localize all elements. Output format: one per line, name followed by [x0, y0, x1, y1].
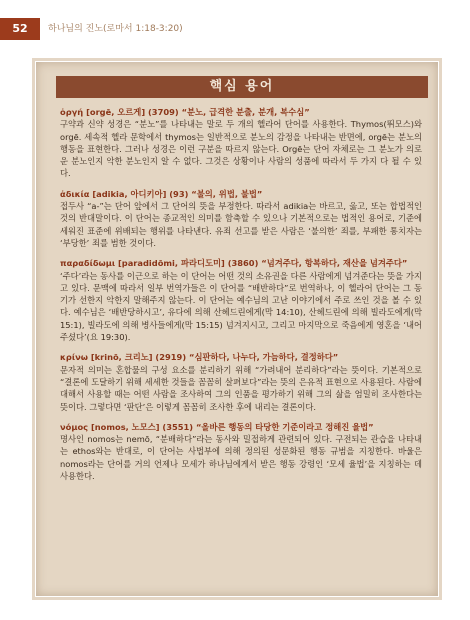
entry-body: 구약과 신약 성경은 “분노”를 나타내는 말로 두 개의 헬라어 단어를 사용한다. Thymos(뛰모스)와 orgē. 세속적 헬라 문학에서 thymos는 일반적으로 분노의 감정을 나타내는 반면에, orgē는 분노의 행동을 표현한다. 그러나 성경은 이런 구분을 따르지 않는다. Orgē는 단어 자체로는 그 분노가 의로운 분노인지 악한 분노인지 알 수 없다. 그것은 상황이나 사람의 성품에 따라서 두 가지 다 될 수 있다.: [60, 119, 422, 179]
entry-heading: ὀργή [orgē, 오르게] (3709) “분노, 급격한 분출, 분개, 복수심”: [60, 107, 310, 117]
entry-heading: παραδίδωμι [paradidōmi, 파라디도미] (3860) “넘겨주다, 항복하다, 재산을 넘겨주다”: [60, 258, 408, 269]
entry-heading: νόμος [nomos, 노모스] (3551) “올바른 행동의 타당한 기준이라고 정해진 율법”: [60, 421, 374, 432]
entry-body: 문자적 의미는 혼합물의 구성 요소를 분리하기 위해 “가려내어 분리하다”라는 뜻이다. 기본적으로 “결론에 도달하기 위해 세세한 것들을 꼼꼼히 살펴보다”라는 뜻의 은유적 표현으로 사용된다. 사람에 대해서 사용할 때는 어떤 사람을 조사하여 그의 인품을 평가하기 위해 그의 삶을 엄밀히 조사한다는 뜻이다. 그렇다면 ‘판단’은 이렇게 꼼꼼히 조사한 후에 내리는 결론이다.: [60, 364, 422, 412]
page-header: [0, 0, 470, 38]
entry-heading: ἀδικία [adikia, 아디키아] (93) “불의, 위법, 불법”: [60, 188, 263, 199]
glossary-entry: [60, 421, 422, 482]
glossary-entry: [60, 257, 422, 343]
glossary-entry: [60, 188, 422, 249]
page-number: 52: [0, 18, 40, 40]
running-title: 하나님의 진노(로마서 1:18-3:20): [48, 24, 183, 34]
section-banner: 핵심 용어: [56, 76, 428, 98]
glossary-content: [60, 106, 422, 490]
entry-body: 접두사 “a-”는 단어 앞에서 그 단어의 뜻을 부정한다. 따라서 adikia는 바르고, 옳고, 또는 합법적인 것의 반대말이다. 이 단어는 종교적인 의미를 함축할 수 있으나 기본적으로는 법적인 용어로, 기준에 세워진 표준에 위배되는 행위를 나타낸다. 유죄 선고를 받은 사람은 ‘불의한’ 죄를, 부패한 통치자는 ‘부당한’ 죄를 범한 것이다.: [60, 201, 422, 248]
glossary-entry: [60, 106, 422, 180]
entry-body: ‘주다’라는 동사를 이근으로 하는 이 단어는 어떤 것의 소유권을 다른 사람에게 넘겨준다는 뜻을 가지고 있다. 문맥에 따라서 일부 번역가들은 이 단어를 “배반하다”로 번역하나, 이 헬라어 단어는 그 동기가 선한지 악한지 말해주지 않는다. 이 단어는 예수님의 고난 이야기에서 주로 쓰인 것을 볼 수 있다. 예수님은 ‘배반당하시고’, 유다에 의해 산헤드린에게(막 14:10), 산헤드린에 의해 빌라도에게(막 15:1), 빌라도에 의해 병사들에게(막 15:15) 넘겨지시고, 그리고 마지막으로 죽음에게 영혼을 ‘내어주셨다’(요 19:30).: [60, 270, 422, 343]
entry-heading: κρίνω [krinō, 크리노] (2919) “심판하다, 나누다, 가늠하다, 결정하다”: [60, 352, 339, 363]
glossary-entry: [60, 351, 422, 412]
entry-body: 명사인 nomos는 nemō, “분배하다”라는 동사와 밀접하게 관련되어 있다. 구전되는 관습을 나타내는 ethos와는 반대로, 이 단어는 사법부에 의해 정의된 성문화된 행동 규범을 지칭한다. 바울은 nomos라는 단어를 거의 언제나 모세가 하나님에게서 받은 행동 강령인 ‘모세 율법’을 지칭하는 데 사용한다.: [60, 434, 422, 482]
